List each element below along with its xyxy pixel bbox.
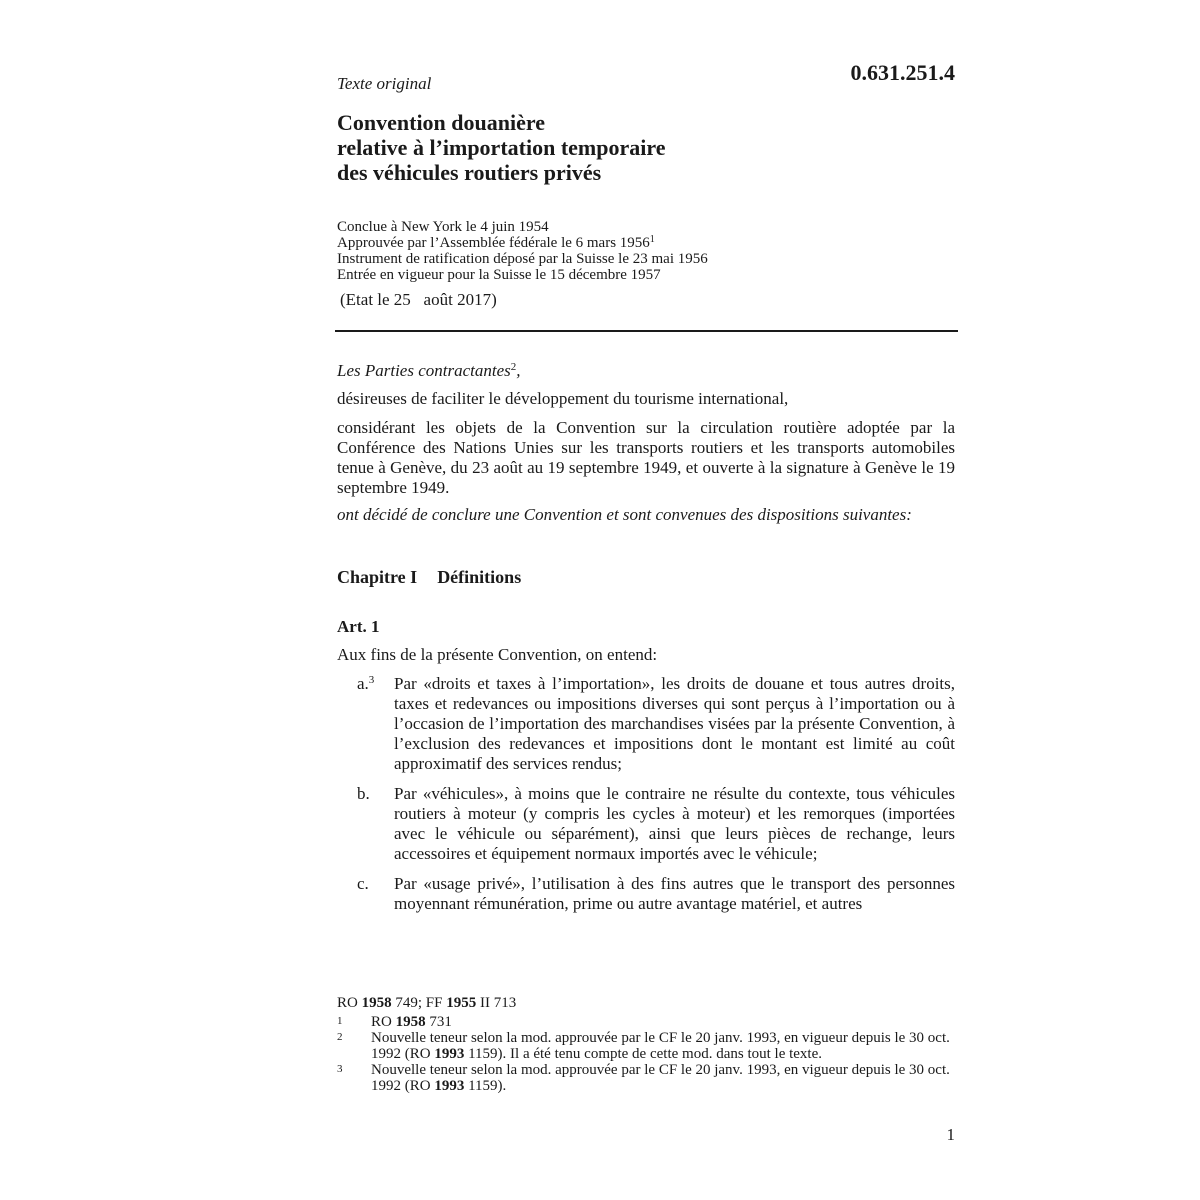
footnote-pre: RO: [371, 1014, 396, 1030]
chapter-number: Chapitre I: [337, 567, 418, 587]
contracting-parties: [337, 361, 955, 381]
title-line: des véhicules routiers privés: [337, 160, 602, 185]
footnote-post: 1159). Il a été tenu compte de cette mod. dans tout le texte.: [464, 1046, 822, 1062]
item-marker: [337, 784, 394, 864]
sr-number: 0.631.251.4: [850, 60, 955, 85]
ro-year: 1958: [361, 995, 392, 1011]
original-text-label: Texte original: [337, 74, 432, 93]
item-letter: b.: [357, 784, 370, 803]
ratification-date: Instrument de ratification déposé par la Suisse le 23 mai 1956: [337, 251, 708, 267]
document-title: [337, 110, 666, 185]
item-text: Par «véhicules», à moins que le contraire ne résulte du contexte, tous véhicules routiers à moteur (y compris les cycles à moteur) et les remorques (importées avec le véhicule ou séparément), ainsi que leurs pièces de rechange, leurs accessoires et équipement normaux importés avec le véhicule;: [394, 784, 955, 863]
footnote-post: 1159).: [464, 1078, 507, 1094]
list-item: [337, 674, 955, 774]
footnote-post: 731: [425, 1014, 452, 1030]
footnote-text: [371, 1062, 957, 1094]
footnote-text: [371, 1014, 957, 1030]
parties-suffix: ,: [516, 361, 521, 380]
footnote-bold: 1993: [434, 1078, 465, 1094]
footnote-ref: 1: [649, 234, 655, 245]
article-heading: Art. 1: [337, 617, 380, 636]
footnote-text: [371, 1030, 957, 1062]
definition-list: [337, 674, 955, 924]
chapter-heading: [337, 567, 521, 588]
footnote-number: 2: [337, 1031, 343, 1043]
item-marker: [337, 674, 394, 774]
list-item: [337, 784, 955, 864]
preamble-considerant: considérant les objets de la Convention sur la circulation routière adoptée par la Conférence des Nations Unies sur les transports routiers et les transports automobiles tenue à Genève, du 23 août au 19 septembre 1949, et ouverte à la signature à Genève le 19 septembre 1949.: [337, 418, 955, 497]
item-text: Par «usage privé», l’utilisation à des fins autres que le transport des personnes moyennant rémunération, prime ou autre avantage matériel, et autres: [394, 874, 955, 913]
approved-date: [337, 235, 708, 251]
footnote-pre: Nouvelle teneur selon la mod. approuvée par le CF le 20 janv. 1993, en vigueur depuis le 30 oct. 1992 (RO: [371, 1030, 950, 1062]
footnote-ref: 3: [368, 674, 375, 686]
ro-prefix: RO: [337, 995, 362, 1011]
ff-year: 1955: [446, 995, 477, 1011]
approved-text: Approuvée par l’Assemblée fédérale le 6 mars 1956: [337, 235, 650, 251]
source-reference: [337, 995, 957, 1011]
preamble-desireuses: désireuses de faciliter le développement du tourisme international,: [337, 389, 789, 408]
entry-into-force-date: Entrée en vigueur pour la Suisse le 15 décembre 1957: [337, 267, 661, 283]
state-date: (Etat le 25 août 2017): [340, 290, 497, 309]
document-metadata: [337, 219, 708, 283]
item-letter: a.: [357, 674, 369, 693]
title-line: Convention douanière: [337, 110, 546, 135]
footnote-ref: 2: [510, 361, 517, 373]
header-divider: [335, 330, 958, 332]
footnote-number: 1: [337, 1015, 343, 1027]
item-text: Par «droits et taxes à l’importation», les droits de douane et tous autres droits, taxes et redevances ou impositions diverses qui sont perçus à l’importation ou à l’occasion de l’importation des marchandises visées par la présente Convention, à l’exclusion des redevances et impositions dont le montant est limité au coût approximatif des services rendus;: [394, 674, 955, 773]
footnote: [337, 1062, 957, 1094]
parties-text: Les Parties contractantes: [337, 361, 511, 380]
footnote: [337, 1014, 957, 1030]
ro-page: 749; FF: [391, 995, 447, 1011]
item-marker: [337, 874, 394, 914]
concluded-date: Conclue à New York le 4 juin 1954: [337, 219, 549, 235]
list-item: [337, 874, 955, 914]
footnote-bold: 1993: [434, 1046, 465, 1062]
ff-rest: II 713: [476, 995, 517, 1011]
footnotes: [337, 995, 957, 1094]
item-letter: c.: [357, 874, 369, 893]
preamble-decided: ont décidé de conclure une Convention et sont convenues des dispositions suivantes:: [337, 505, 912, 524]
footnote: [337, 1030, 957, 1062]
footnote-bold: 1958: [395, 1014, 426, 1030]
footnote-pre: Nouvelle teneur selon la mod. approuvée par le CF le 20 janv. 1993, en vigueur depuis le 30 oct. 1992 (RO: [371, 1062, 950, 1094]
footnote-number: 3: [337, 1063, 343, 1075]
article-intro: Aux fins de la présente Convention, on entend:: [337, 645, 658, 664]
page-number: 1: [946, 1125, 955, 1144]
chapter-title: Définitions: [437, 567, 522, 587]
title-line: relative à l’importation temporaire: [337, 135, 666, 160]
